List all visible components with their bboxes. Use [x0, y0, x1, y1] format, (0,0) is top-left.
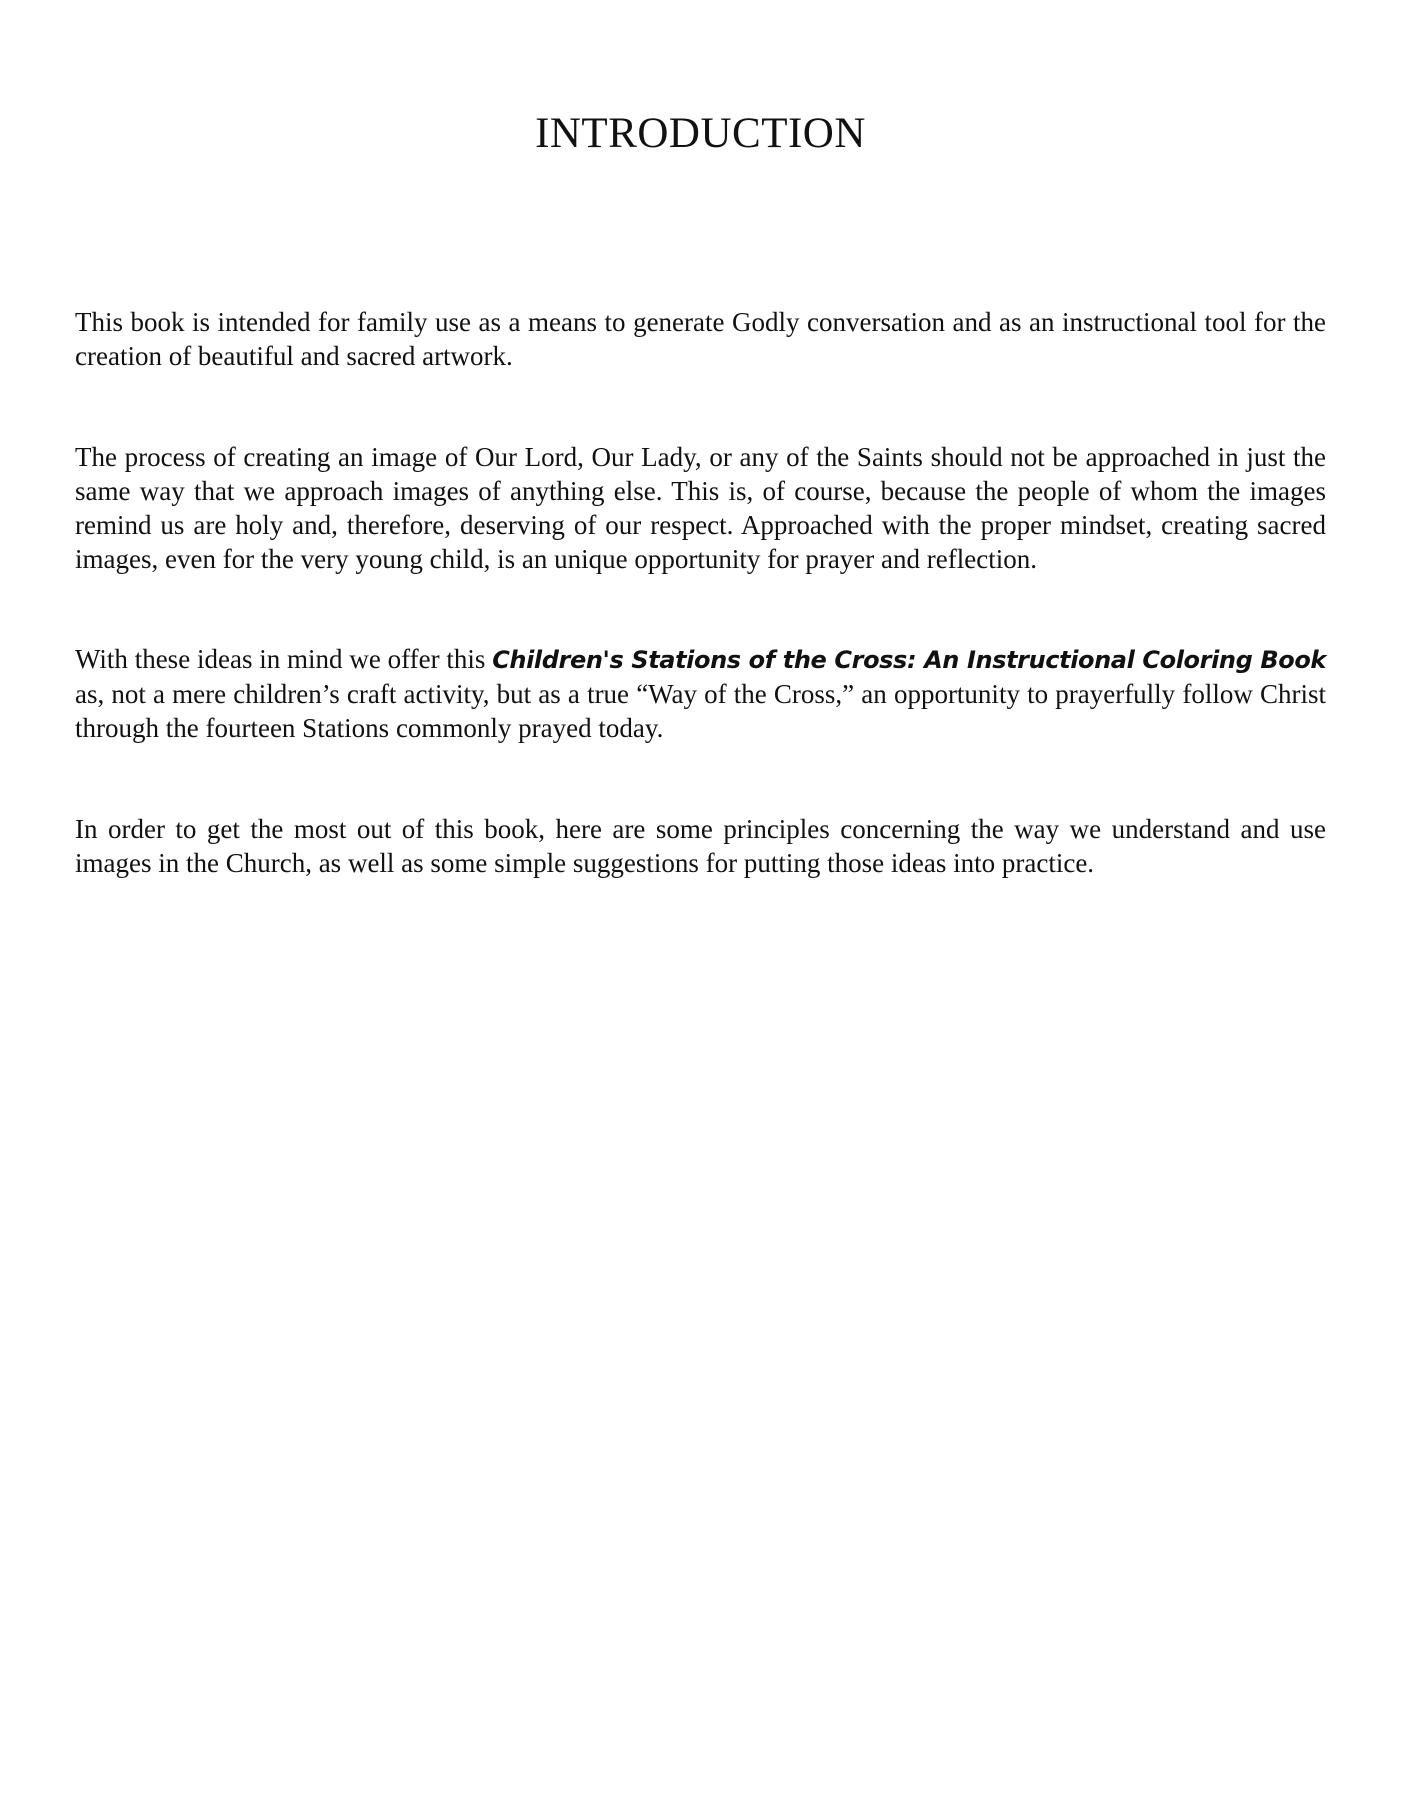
page-title: INTRODUCTION [535, 110, 866, 157]
paragraph-offer-rest: as, not a mere children’s craft activity, but as a true “Way of the Cross,” an opportunity to prayerfully follow Christ through the fourteen Stations commonly prayed today. [75, 679, 1326, 743]
book-title: Children's Stations of the Cross: An Instructional Coloring Book [492, 646, 1326, 674]
paragraph-offer [75, 642, 1326, 745]
paragraph-principles: In order to get the most out of this book, here are some principles concerning the way we understand and use images in the Church, as well as some simple suggestions for putting those ideas into practice. [75, 814, 1326, 878]
paragraph-sacred-images: The process of creating an image of Our Lord, Our Lady, or any of the Saints should not be approached in just the same way that we approach images of anything else. This is, of course, because the people of whom the images remind us are holy and, therefore, deserving of our respect. Approached with the proper mindset, creating sacred images, even for the very young child, is an unique opportunity for prayer and reflection. [75, 442, 1326, 574]
paragraph-offer-intro: With these ideas in mind we offer this [75, 644, 493, 674]
paragraph-purpose: This book is intended for family use as a means to generate Godly conversation and as an instructional tool for the creation of beautiful and sacred artwork. [75, 307, 1326, 371]
